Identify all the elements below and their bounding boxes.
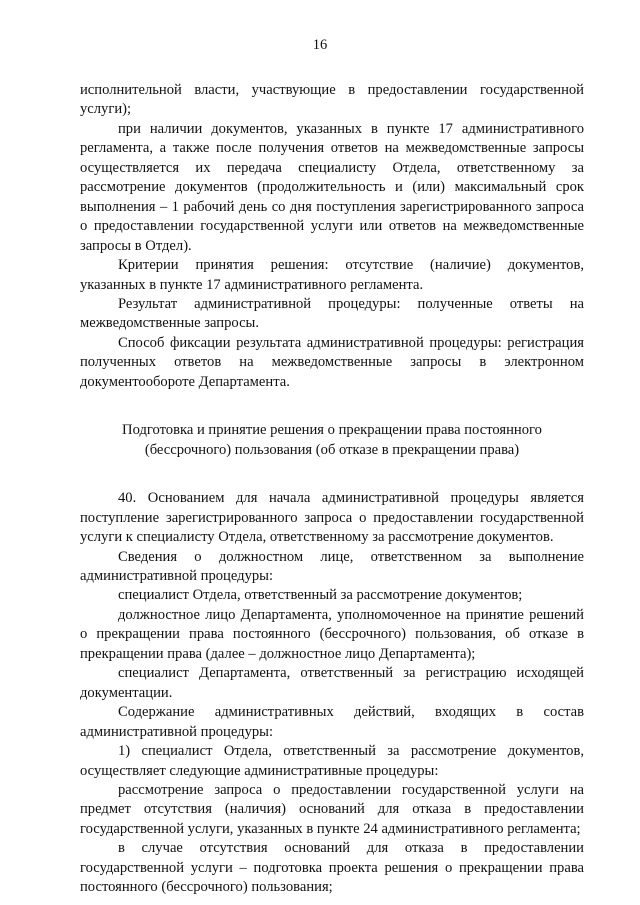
section-heading-line-1: Подготовка и принятие решения о прекращении права постоянного	[122, 422, 542, 439]
page-number: 16	[312, 37, 328, 53]
paragraph-item-40: 40. Основанием для начала административной процедуры является поступление зарегистрированного запроса о предоставлении государственной услуги к специалисту Отдела, ответственному за рассмотрение документов.	[80, 490, 584, 546]
paragraph-decision-criteria: Критерии принятия решения: отсутствие (наличие) документов, указанных в пункте 17 административного регламента.	[80, 257, 584, 293]
paragraph-department-specialist: специалист Отдела, ответственный за рассмотрение документов;	[118, 587, 523, 604]
section-heading-line-2: (бессрочного) пользования (об отказе в прекращении права)	[144, 441, 520, 458]
spacer	[80, 392, 584, 421]
paragraph-documents-transfer: при наличии документов, указанных в пункте 17 административного регламента, а также после получения ответов на межведомственные запросы осуществляется их передача специалисту Отдела, ответственному за рассмотрение документов (продолжительность и (или) максимальный срок выполнения – 1 рабочий день со дня поступления зарегистрированного запроса о предоставлении государственной услуги или ответов на межведомственные запросы в Отдел).	[80, 120, 584, 254]
paragraph-result-fixation: Способ фиксации результата административной процедуры: регистрация полученных ответов на межведомственные запросы в электронном документообороте Департамента.	[80, 334, 584, 390]
paragraph-procedure-result: Результат административной процедуры: полученные ответы на межведомственные запросы.	[80, 295, 584, 332]
paragraph-registration-specialist: специалист Департамента, ответственный за регистрацию исходящей документации.	[80, 665, 584, 701]
document-body	[80, 81, 584, 898]
paragraph-authorized-official: должностное лицо Департамента, уполномоченное на принятие решений о прекращении права постоянного (бессрочного) пользования, об отказе в прекращении права (далее – должностное лицо Департамента);	[80, 606, 584, 662]
paragraph-draft-decision: в случае отсутствия оснований для отказа в предоставлении государственной услуги – подготовка проекта решения о прекращении права постоянного (бессрочного) пользования;	[80, 840, 584, 896]
spacer	[80, 460, 584, 489]
paragraph-actions-content: Содержание административных действий, входящих в состав административной процедуры:	[80, 704, 584, 740]
paragraph-responsible-info: Сведения о должностном лице, ответственном за выполнение административной процедуры:	[80, 548, 584, 584]
paragraph-request-review: рассмотрение запроса о предоставлении государственной услуги на предмет отсутствия (наличия) оснований для отказа в предоставлении государственной услуги, указанных в пункте 24 административного регламента;	[80, 781, 584, 837]
paragraph-continuation: исполнительной власти, участвующие в предоставлении государственной услуги);	[80, 82, 584, 118]
section-heading	[80, 421, 584, 460]
paragraph-specialist-procedures: 1) специалист Отдела, ответственный за рассмотрение документов, осуществляет следующие административные процедуры:	[80, 743, 584, 779]
